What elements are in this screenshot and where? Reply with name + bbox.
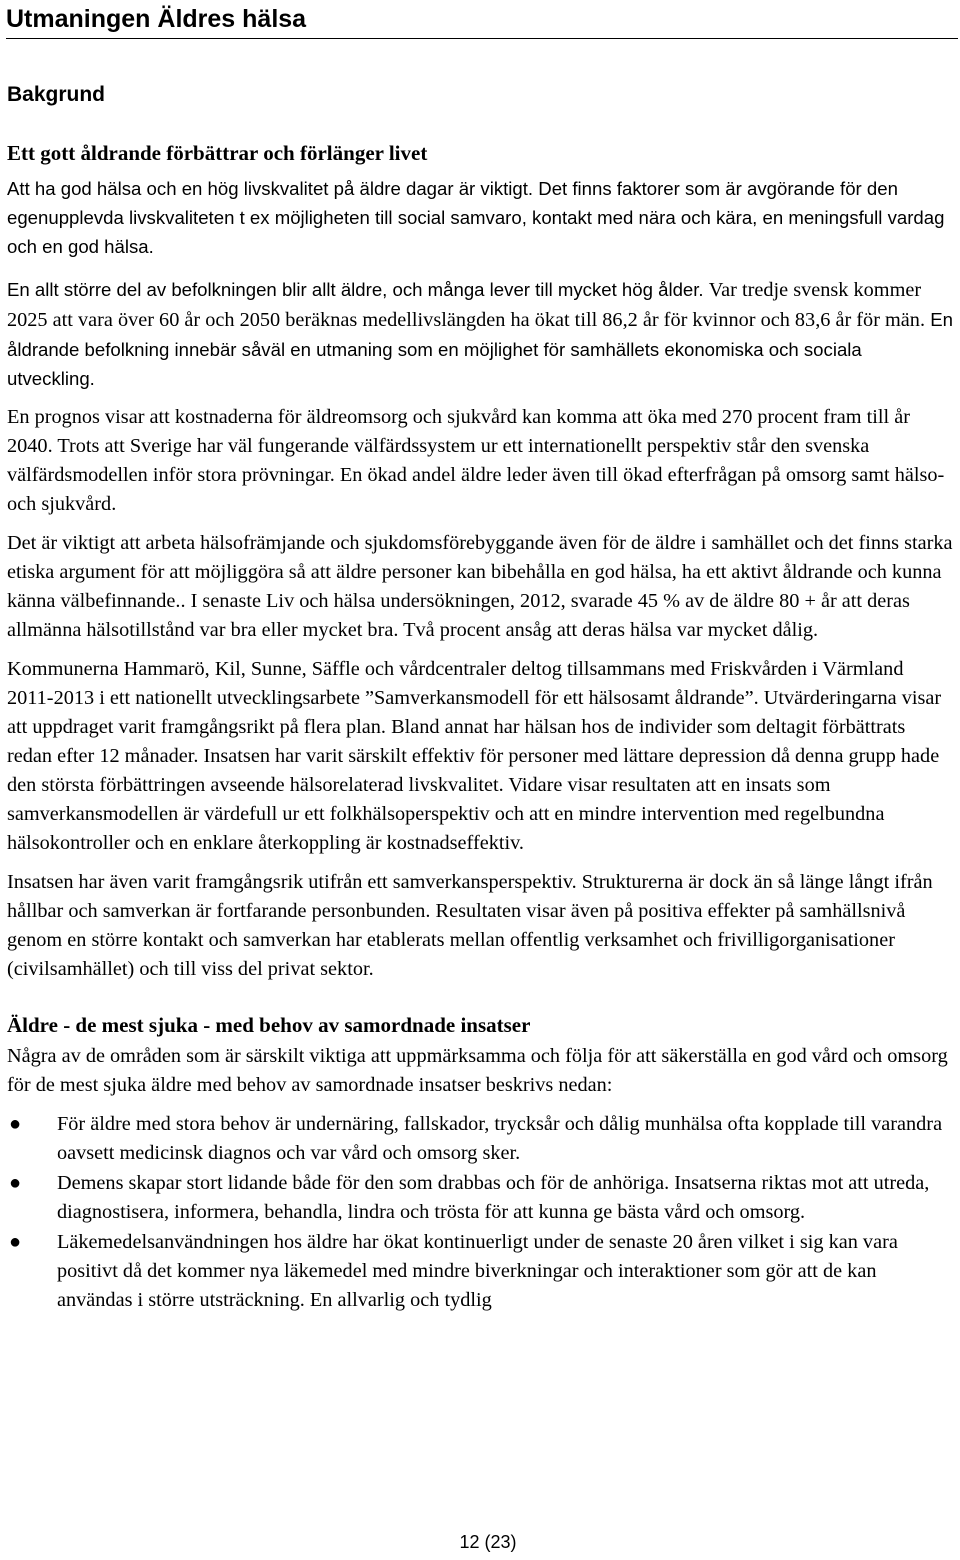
paragraph-intro: Att ha god hälsa och en hög livskvalitet på äldre dagar är viktigt. Det finns faktorer som är avgörande för den egenupplevda livskvaliteten t ex möjligheten till social samvaro, kontakt med nära och kära, en meningsfull vardag och en god hälsa. (7, 178, 945, 257)
section-heading: Bakgrund (7, 83, 106, 106)
paragraph-population (7, 275, 953, 393)
list-item (7, 1110, 953, 1168)
list-item (7, 1169, 953, 1227)
page-number: 12 (23) (459, 1532, 517, 1552)
bullet-icon: ● (9, 1231, 22, 1253)
paragraph-health-promotion: Det är viktigt att arbeta hälsofrämjande och sjukdomsförebyggande även för de äldre i samhället och det finns starka etiska argument för att möjliggöra så att äldre personer kan bibehålla en god hälsa, ha ett aktivt åldrande och kunna känna välbefinnande.. I senaste Liv och hälsa undersökningen, 2012, svarade 45 % av de äldre 80 + år att deras allmänna hälsotillstånd var bra eller mycket bra. Två procent ansåg att deras hälsa var mycket dålig. (7, 532, 953, 641)
paragraph-population-part1: En allt större del av befolkningen blir allt äldre, och många lever till mycket hög ålder. (7, 279, 704, 300)
paragraph-population-part2: Var tredje svensk kommer 2025 att vara över 60 år och 2050 beräknas medellivslängden ha ökat till 86,2 år för kvinnor och 83,6 år för män. (7, 279, 926, 331)
paragraph-municipalities: Kommunerna Hammarö, Kil, Sunne, Säffle och vårdcentraler deltog tillsammans med Friskvården i Värmland 2011-2013 i ett nationellt utvecklingsarbete ”Samverkansmodell för ett hälsosamt åldrande”. Utvärderingarna visar att uppdraget varit framgångsrikt på flera plan. Bland annat har hälsan hos de individer som deltagit förbättrats redan efter 12 månader. Insatsen har varit särskilt effektiv för personer med lättare depression då denna grupp hade den största förbättringen avseende hälsorelaterad livskvalitet. Vidare visar resultaten att en insats som samverkansmodellen är värdefull ur ett folkhälsoperspektiv och att en mindre intervention med regelbundna hälsokontroller och en enklare återkoppling är kostnadseffektiv. (7, 658, 942, 854)
paragraph-collaboration: Insatsen har även varit framgångsrik utifrån ett samverkansperspektiv. Strukturerna är dock än så länge långt ifrån hållbar och samverkan är fortfarande personbunden. Resultaten visar även på positiva effekter på samhällsnivå genom en större kontakt och samverkan har etablerats mellan offentlig verksamhet och frivilligorganisationer (civilsamhället) och till viss del privat sektor. (7, 871, 933, 980)
list-item (7, 1228, 953, 1315)
paragraph-forecast: En prognos visar att kostnaderna för äldreomsorg och sjukvård kan komma att öka med 270 procent fram till år 2040. Trots att Sverige har väl fungerande välfärdssystem ur ett internationellt perspektiv står den svenska välfärdsmodellen inför stora prövningar. En ökad andel äldre leder även till ökad efterfrågan på omsorg samt hälso- och sjukvård. (7, 406, 945, 515)
document-title: Utmaningen Äldres hälsa (6, 5, 307, 33)
list-item-text: För äldre med stora behov är undernäring, fallskador, trycksår och dålig munhälsa ofta kopplade till varandra oavsett medicinsk diagnos och var vård och omsorg sker. (57, 1113, 943, 1164)
list-item-text: Demens skapar stort lidande både för den som drabbas och för de anhöriga. Insatserna riktas mot att utreda, diagnostisera, informera, behandla, lindra och trösta för att kunna ge bästa vård och omsorg. (57, 1172, 930, 1223)
list-item-text: Läkemedelsanvändningen hos äldre har ökat kontinuerligt under de senaste 20 åren vilket i sig kan vara positivt då det kommer nya läkemedel med mindre biverkningar och interaktioner som gör att de kan användas i större utsträckning. En allvarlig och tydlig (57, 1231, 898, 1311)
page-header (6, 0, 958, 39)
paragraph-population-part3: En åldrande befolkning innebär såväl en utmaning som en möjlighet för samhällets ekonomiska och sociala utveckling. (7, 309, 953, 389)
subheading-sickest-elderly: Äldre - de mest sjuka - med behov av samordnade insatser (7, 1013, 531, 1037)
bullet-icon: ● (9, 1172, 22, 1194)
bullet-icon: ● (9, 1113, 22, 1135)
document-body (7, 80, 953, 1316)
bullet-list (7, 1110, 953, 1315)
subheading-healthy-aging: Ett gott åldrande förbättrar och förlänger livet (7, 141, 428, 165)
paragraph-areas-intro: Några av de områden som är särskilt viktiga att uppmärksamma och följa för att säkerställa en god vård och omsorg för de mest sjuka äldre med behov av samordnade insatser beskrivs nedan: (7, 1045, 948, 1096)
